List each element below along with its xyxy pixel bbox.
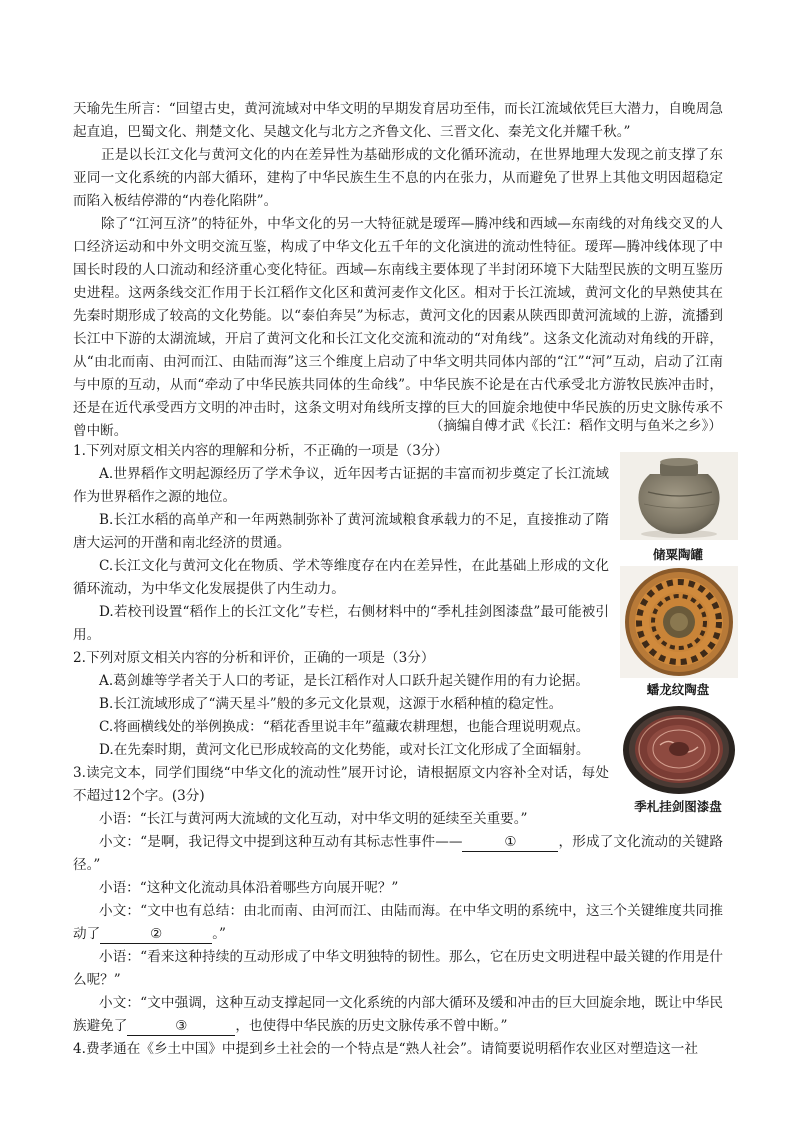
question-1-option-d: D.若校刊设置“稻作上的长江文化”专栏，右侧材料中的“季札挂剑图漆盘”最可能被引用。 — [73, 604, 609, 643]
question-1-option-a: A.世界稻作文明起源经历了学术争议，近年因考古证据的丰富而初步奠定了长江流域作为世界稻作之源的地位。 — [73, 466, 609, 505]
question-1-stem: 1.下列对原文相关内容的理解和分析，不正确的一项是（3分） — [73, 443, 449, 459]
lacquer-plate-image — [620, 703, 738, 795]
question-1-option-c: C.长江文化与黄河文化在物质、学术等维度存在内在差异性，在此基础上形成的文化循环流动，为中华文化发展提供了内生动力。 — [73, 558, 609, 597]
source-citation: （摘编自傅才武《长江：稻作文明与鱼米之乡》） — [429, 418, 722, 434]
question-2-option-c: C.将画横线处的举例换成：“稻花香里说丰年”蕴藏农耕理想，也能合理说明观点。 — [99, 719, 590, 735]
question-3-stem: 3.读完文本，同学们围绕“中华文化的流动性”展开讨论，请根据原文内容补全对话，每处不超过12个字。(3分) — [73, 765, 609, 804]
question-2-option-b: B.长江流域形成了“满天星斗”般的多元文化景观，这源于水稻种植的稳定性。 — [99, 696, 563, 712]
question-4-stem: 4.费孝通在《乡土中国》中提到乡土社会的一个特点是“熟人社会”。请简要说明稻作农业区对塑造这一社 — [73, 1041, 698, 1057]
paragraph-3: 除了“江河互济”的特征外，中华文化的另一大特征就是瑷珲—腾冲线和西域—东南线的对角线交叉的人口经济运动和中外文明交流互鉴，构成了中华文化五千年的文化演进的流动性特征。瑷珲—腾冲线体现了中国长时段的人口流动和经济重心变化特征。西域—东南线主要体现了半封闭环境下大陆型民族的文明互鉴历史进程。这两条线交汇作用于长江稻作文化区和黄河麦作文化区。相对于长江流域，黄河文化的早熟使其在先秦时期形成了较高的文化势能。以“泰伯奔吴”为标志，黄河文化的因素从陕西即黄河流域的上游，流播到长江中下游的太湖流域，开启了黄河文化和长江文化交流和流动的“对角线”。这条文化流动对角线的开辟，从“由北而南、由河而江、由陆而海”这三个维度上启动了中华文明共同体内部的“江”“河”互动，启动了江南与中原的互动，从而“牵动了中华民族共同体的生命线”。中华民族不论是在古代承受北方游牧民族冲击时，还是在近代承受西方文明的冲击时，这条文明对角线所支撑的巨大的回旋余地使中华民族的历史文脉传承不曾中断。 — [73, 216, 723, 439]
answer-blank-1[interactable]: ① — [462, 833, 558, 852]
dialogue-line-6-end: ，也使得中华民族的历史文脉传承不曾中断。” — [235, 1018, 508, 1034]
dialogue-line-4-start: 小文：“文中也有总结：由北而南、由河而江、由陆而海。在中华文明的系统中，这三个关键维度共同推动了 — [73, 903, 723, 942]
dialogue-line-2-start: 小文：“是啊，我记得文中提到这种互动有其标志性事件—— — [99, 834, 463, 850]
dialogue-line-5: 小语：“看来这种持续的互动形成了中华文明独特的韧性。那么，它在历史文明进程中最关键的作用是什么呢？” — [73, 949, 723, 988]
question-2-option-d: D.在先秦时期，黄河文化已形成较高的文化势能，或对长江文化形成了全面辐射。 — [99, 742, 590, 758]
dragon-plate-image — [620, 566, 738, 678]
dialogue-line-2 — [73, 831, 723, 877]
question-2-option-a: A.葛剑雄等学者关于人口的考证，是长江稻作对人口跃升起关键作用的有力论据。 — [99, 673, 589, 689]
dialogue-line-4-end: 。” — [212, 926, 226, 942]
dialogue-line-1: 小语：“长江与黄河两大流域的文化互动，对中华文明的延续至关重要。” — [99, 811, 528, 827]
paragraph-2: 正是以长江文化与黄河文化的内在差异性为基础形成的文化循环流动，在世界地理大发现之前支撑了东亚同一文化系统的内部大循环，建构了中华民族生生不息的内在张力，从而避免了世界上其他文明因超稳定而陷入板结停滞的“内卷化陷阱”。 — [73, 147, 723, 209]
caption-dragon-plate: 蟠龙纹陶盘 — [646, 682, 710, 697]
caption-pottery-jar: 储粟陶罐 — [652, 547, 703, 562]
caption-lacquer-plate: 季札挂剑图漆盘 — [634, 799, 722, 814]
pottery-jar-image — [620, 452, 738, 540]
dialogue-line-6 — [73, 992, 723, 1038]
answer-blank-2[interactable]: ② — [100, 925, 212, 944]
dialogue-line-4 — [73, 900, 723, 946]
dialogue-line-6-start: 小文：“文中强调，这种互动支撑起同一文化系统的内部大循环及缓和冲击的巨大回旋余地，既让中华民族避免了 — [73, 995, 723, 1034]
question-1-option-b: B.长江水稻的高单产和一年两熟制弥补了黄河流域粮食承载力的不足，直接推动了隋唐大运河的开凿和南北经济的贯通。 — [73, 512, 609, 551]
paragraph-1: 天瑜先生所言：“回望古史，黄河流域对中华文明的早期发育居功至伟，而长江流域依凭巨大潜力，自晚周急起直追，巴蜀文化、荆楚文化、吴越文化与北方之齐鲁文化、三晋文化、秦羌文化并耀千秋。” — [73, 101, 723, 140]
dialogue-line-3: 小语：“这种文化流动具体沿着哪些方向展开呢？” — [99, 880, 399, 896]
answer-blank-3[interactable]: ③ — [127, 1017, 235, 1036]
question-2-stem: 2.下列对原文相关内容的分析和评价，正确的一项是（3分） — [73, 650, 435, 666]
dialogue-line-2-end: ，形成了文化流动的关键路径。” — [73, 834, 724, 873]
